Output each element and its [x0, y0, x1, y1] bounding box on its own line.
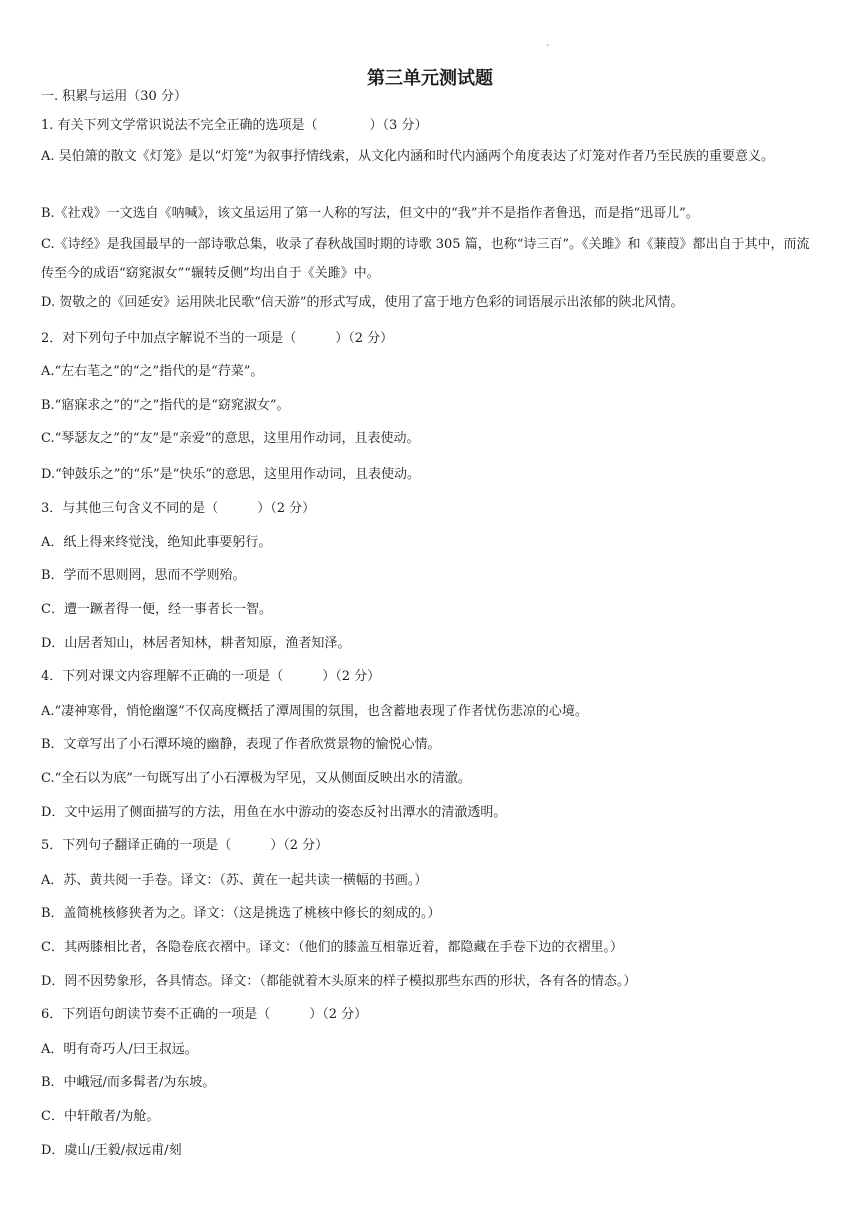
- q4-option-c: C.“全石以为底”一句既写出了小石潭极为罕见，又从侧面反映出水的清澈。: [41, 771, 471, 786]
- q6-stem: 6．下列语句朗读节奏不正确的一项是（ ）（2 分）: [41, 1007, 368, 1022]
- q3-option-d: D．山居者知山，林居者知林，耕者知原，渔者知泽。: [41, 636, 351, 651]
- q4-option-b: B．文章写出了小石潭环境的幽静，表现了作者欣赏景物的愉悦心情。: [41, 737, 441, 752]
- q3-option-a: A．纸上得来终觉浅，绝知此事要躬行。: [41, 535, 272, 550]
- q6-option-d: D．虞山/王毅/叔远甫/刻: [41, 1143, 182, 1158]
- q2-option-a: A.“左右芼之”的“之”指代的是“荇菜”。: [41, 364, 264, 379]
- q2-option-d: D.“钟鼓乐之”的“乐”是“快乐”的意思，这里用作动词，且表使动。: [41, 467, 420, 482]
- q1-option-c: C.《诗经》是我国最早的一部诗歌总集，收录了春秋战国时期的诗歌 305 篇，也称“诗三百”。《关雎》和《蒹葭》都出自于其中，而流传至今的成语“窈窕淑女”“辗转反侧”均出自于《关雎》中。: [41, 237, 810, 281]
- q5-option-a: A．苏、黄共阅一手卷。译文：（苏、黄在一起共读一横幅的书画。）: [41, 873, 428, 888]
- q6-option-a: A．明有奇巧人/曰王叔远。: [41, 1042, 198, 1057]
- q6-option-b: B．中峨冠/而多髯者/为东坡。: [41, 1075, 216, 1090]
- q4-stem: 4．下列对课文内容理解不正确的一项是（ ）（2 分）: [41, 669, 381, 684]
- q3-stem: 3．与其他三句含义不同的是（ ）（2 分）: [41, 501, 316, 516]
- q5-option-b: B．盖简桃核修狭者为之。译文：（这是挑选了桃核中修长的刻成的。）: [41, 906, 441, 921]
- q2-stem: 2．对下列句子中加点字解说不当的一项是（ ）（2 分）: [41, 331, 394, 346]
- q1-option-b: B.《社戏》一文选自《呐喊》，该文虽运用了第一人称的写法，但文中的“我”并不是指作者鲁迅，而是指“迅哥儿”。: [41, 206, 699, 221]
- q4-option-d: D．文中运用了侧面描写的方法，用鱼在水中游动的姿态反衬出潭水的清澈透明。: [41, 805, 507, 820]
- q1-option-d: D. 贺敬之的《回延安》运用陕北民歌“信天游”的形式写成，使用了富于地方色彩的词语展示出浓郁的陕北风情。: [41, 295, 684, 310]
- q5-option-c: C．其两膝相比者，各隐卷底衣褶中。译文：（他们的膝盖互相靠近着，都隐藏在手卷下边的衣褶里。）: [41, 940, 623, 955]
- q3-option-b: B．学而不思则罔，思而不学则殆。: [41, 568, 246, 583]
- corner-mark: -: [546, 40, 550, 51]
- q4-option-a: A.“凄神寒骨，悄怆幽邃”不仅高度概括了潭周围的氛围，也含蓄地表现了作者忧伤悲凉的心境。: [41, 704, 588, 719]
- q5-option-d: D．罔不因势象形，各具情态。译文：（都能就着木头原来的样子模拟那些东西的形状，各有各的情态。）: [41, 974, 637, 989]
- q6-option-c: C．中轩敞者/为舱。: [41, 1109, 160, 1124]
- q5-stem: 5．下列句子翻译正确的一项是（ ）（2 分）: [41, 838, 329, 853]
- q2-option-b: B.“寤寐求之”的“之”指代的是“窈窕淑女”。: [41, 398, 290, 413]
- page-title: 第三单元测试题: [367, 68, 493, 89]
- q2-option-c: C.“琴瑟友之”的“友”是“亲爱”的意思，这里用作动词，且表使动。: [41, 431, 420, 446]
- q3-option-c: C．遭一蹶者得一便，经一事者长一智。: [41, 602, 272, 617]
- section-heading: 一. 积累与运用（30 分）: [41, 89, 187, 104]
- q1-stem: 1. 有关下列文学常识说法不完全正确的选项是（ ）（3 分）: [41, 118, 428, 133]
- q1-option-a: A. 吴伯箫的散文《灯笼》是以“灯笼”为叙事抒情线索，从文化内涵和时代内涵两个角度表达了灯笼对作者乃至民族的重要意义。: [41, 149, 774, 164]
